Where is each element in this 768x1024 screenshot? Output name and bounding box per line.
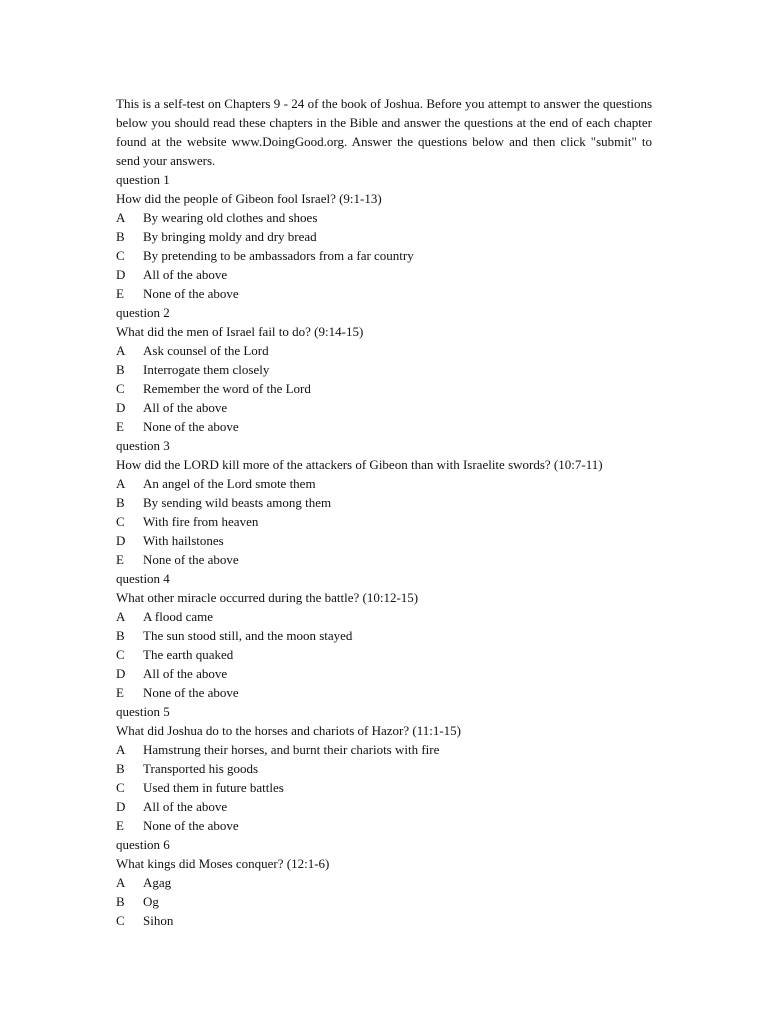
option-letter: D (116, 533, 126, 548)
answer-option[interactable] (116, 664, 652, 683)
option-list (116, 208, 652, 303)
option-list (116, 341, 652, 436)
option-text: Transported his goods (143, 761, 259, 776)
answer-option[interactable] (116, 816, 652, 835)
option-letter: B (116, 229, 125, 244)
option-letter: D (116, 400, 126, 415)
option-letter: B (116, 628, 125, 643)
option-letter: E (116, 419, 124, 434)
option-text: Sihon (143, 913, 174, 928)
answer-option[interactable] (116, 474, 652, 493)
option-text: All of the above (143, 267, 228, 282)
option-text: By pretending to be ambassadors from a far country (143, 248, 414, 263)
option-text: None of the above (143, 818, 239, 833)
intro-paragraph: This is a self-test on Chapters 9 - 24 of the book of Joshua. Before you attempt to answer the questions below you should read these chapters in the Bible and answer the questions at the end of each chapter found at the website www.DoingGood.org. Answer the questions below and then click "submit" to send your answers. (116, 96, 652, 168)
option-text: With fire from heaven (143, 514, 259, 529)
option-text: By wearing old clothes and shoes (143, 210, 318, 225)
answer-option[interactable] (116, 341, 652, 360)
answer-option[interactable] (116, 246, 652, 265)
option-text: All of the above (143, 666, 228, 681)
option-letter: C (116, 248, 125, 263)
option-text: None of the above (143, 419, 239, 434)
option-letter: A (116, 742, 126, 757)
question-label: question 3 (116, 438, 170, 453)
option-text: Hamstrung their horses, and burnt their chariots with fire (143, 742, 440, 757)
answer-option[interactable] (116, 759, 652, 778)
option-letter: A (116, 476, 126, 491)
option-letter: B (116, 495, 125, 510)
option-text: Interrogate them closely (143, 362, 270, 377)
option-text: Ask counsel of the Lord (143, 343, 269, 358)
option-text: An angel of the Lord smote them (143, 476, 316, 491)
answer-option[interactable] (116, 208, 652, 227)
question-block (116, 569, 652, 702)
answer-option[interactable] (116, 607, 652, 626)
option-letter: A (116, 210, 126, 225)
option-list (116, 740, 652, 835)
question-block (116, 436, 652, 569)
option-letter: A (116, 343, 126, 358)
answer-option[interactable] (116, 797, 652, 816)
question-label: question 2 (116, 305, 170, 320)
answer-option[interactable] (116, 740, 652, 759)
answer-option[interactable] (116, 645, 652, 664)
answer-option[interactable] (116, 550, 652, 569)
option-letter: A (116, 609, 126, 624)
option-text: None of the above (143, 685, 239, 700)
option-text: The earth quaked (143, 647, 234, 662)
answer-option[interactable] (116, 911, 652, 930)
answer-option[interactable] (116, 360, 652, 379)
question-label: question 5 (116, 704, 170, 719)
answer-option[interactable] (116, 873, 652, 892)
option-list (116, 607, 652, 702)
question-text: What did the men of Israel fail to do? (9:14-15) (116, 324, 364, 339)
option-letter: C (116, 780, 125, 795)
question-text: How did the LORD kill more of the attackers of Gibeon than with Israelite swords? (10:7-11) (116, 457, 603, 472)
answer-option[interactable] (116, 284, 652, 303)
answer-option[interactable] (116, 778, 652, 797)
option-letter: E (116, 286, 124, 301)
answer-option[interactable] (116, 892, 652, 911)
question-block (116, 170, 652, 303)
answer-option[interactable] (116, 265, 652, 284)
question-block (116, 835, 652, 930)
option-letter: E (116, 818, 124, 833)
option-text: With hailstones (143, 533, 224, 548)
answer-option[interactable] (116, 379, 652, 398)
answer-option[interactable] (116, 227, 652, 246)
option-letter: C (116, 381, 125, 396)
option-letter: D (116, 267, 126, 282)
option-text: Used them in future battles (143, 780, 284, 795)
answer-option[interactable] (116, 531, 652, 550)
answer-option[interactable] (116, 683, 652, 702)
answer-option[interactable] (116, 493, 652, 512)
option-text: All of the above (143, 799, 228, 814)
question-text: What did Joshua do to the horses and chariots of Hazor? (11:1-15) (116, 723, 462, 738)
question-list (116, 170, 652, 930)
option-letter: E (116, 552, 124, 567)
option-letter: A (116, 875, 126, 890)
option-letter: C (116, 913, 125, 928)
option-text: None of the above (143, 552, 239, 567)
question-label: question 4 (116, 571, 170, 586)
answer-option[interactable] (116, 417, 652, 436)
option-letter: C (116, 514, 125, 529)
question-text: What other miracle occurred during the battle? (10:12-15) (116, 590, 419, 605)
question-label: question 6 (116, 837, 170, 852)
option-letter: D (116, 799, 126, 814)
option-letter: B (116, 761, 125, 776)
question-label: question 1 (116, 172, 170, 187)
question-text: What kings did Moses conquer? (12:1-6) (116, 856, 330, 871)
option-letter: D (116, 666, 126, 681)
answer-option[interactable] (116, 398, 652, 417)
question-block (116, 303, 652, 436)
option-letter: C (116, 647, 125, 662)
option-text: By sending wild beasts among them (143, 495, 332, 510)
option-text: A flood came (143, 609, 214, 624)
option-text: By bringing moldy and dry bread (143, 229, 317, 244)
answer-option[interactable] (116, 512, 652, 531)
option-text: All of the above (143, 400, 228, 415)
option-text: The sun stood still, and the moon stayed (143, 628, 353, 643)
option-letter: B (116, 894, 125, 909)
option-letter: E (116, 685, 124, 700)
option-text: Og (143, 894, 159, 909)
option-text: Agag (143, 875, 172, 890)
question-block (116, 702, 652, 835)
option-text: None of the above (143, 286, 239, 301)
option-letter: B (116, 362, 125, 377)
option-list (116, 474, 652, 569)
question-text: How did the people of Gibeon fool Israel? (9:1-13) (116, 191, 382, 206)
option-text: Remember the word of the Lord (143, 381, 311, 396)
answer-option[interactable] (116, 626, 652, 645)
option-list (116, 873, 652, 930)
